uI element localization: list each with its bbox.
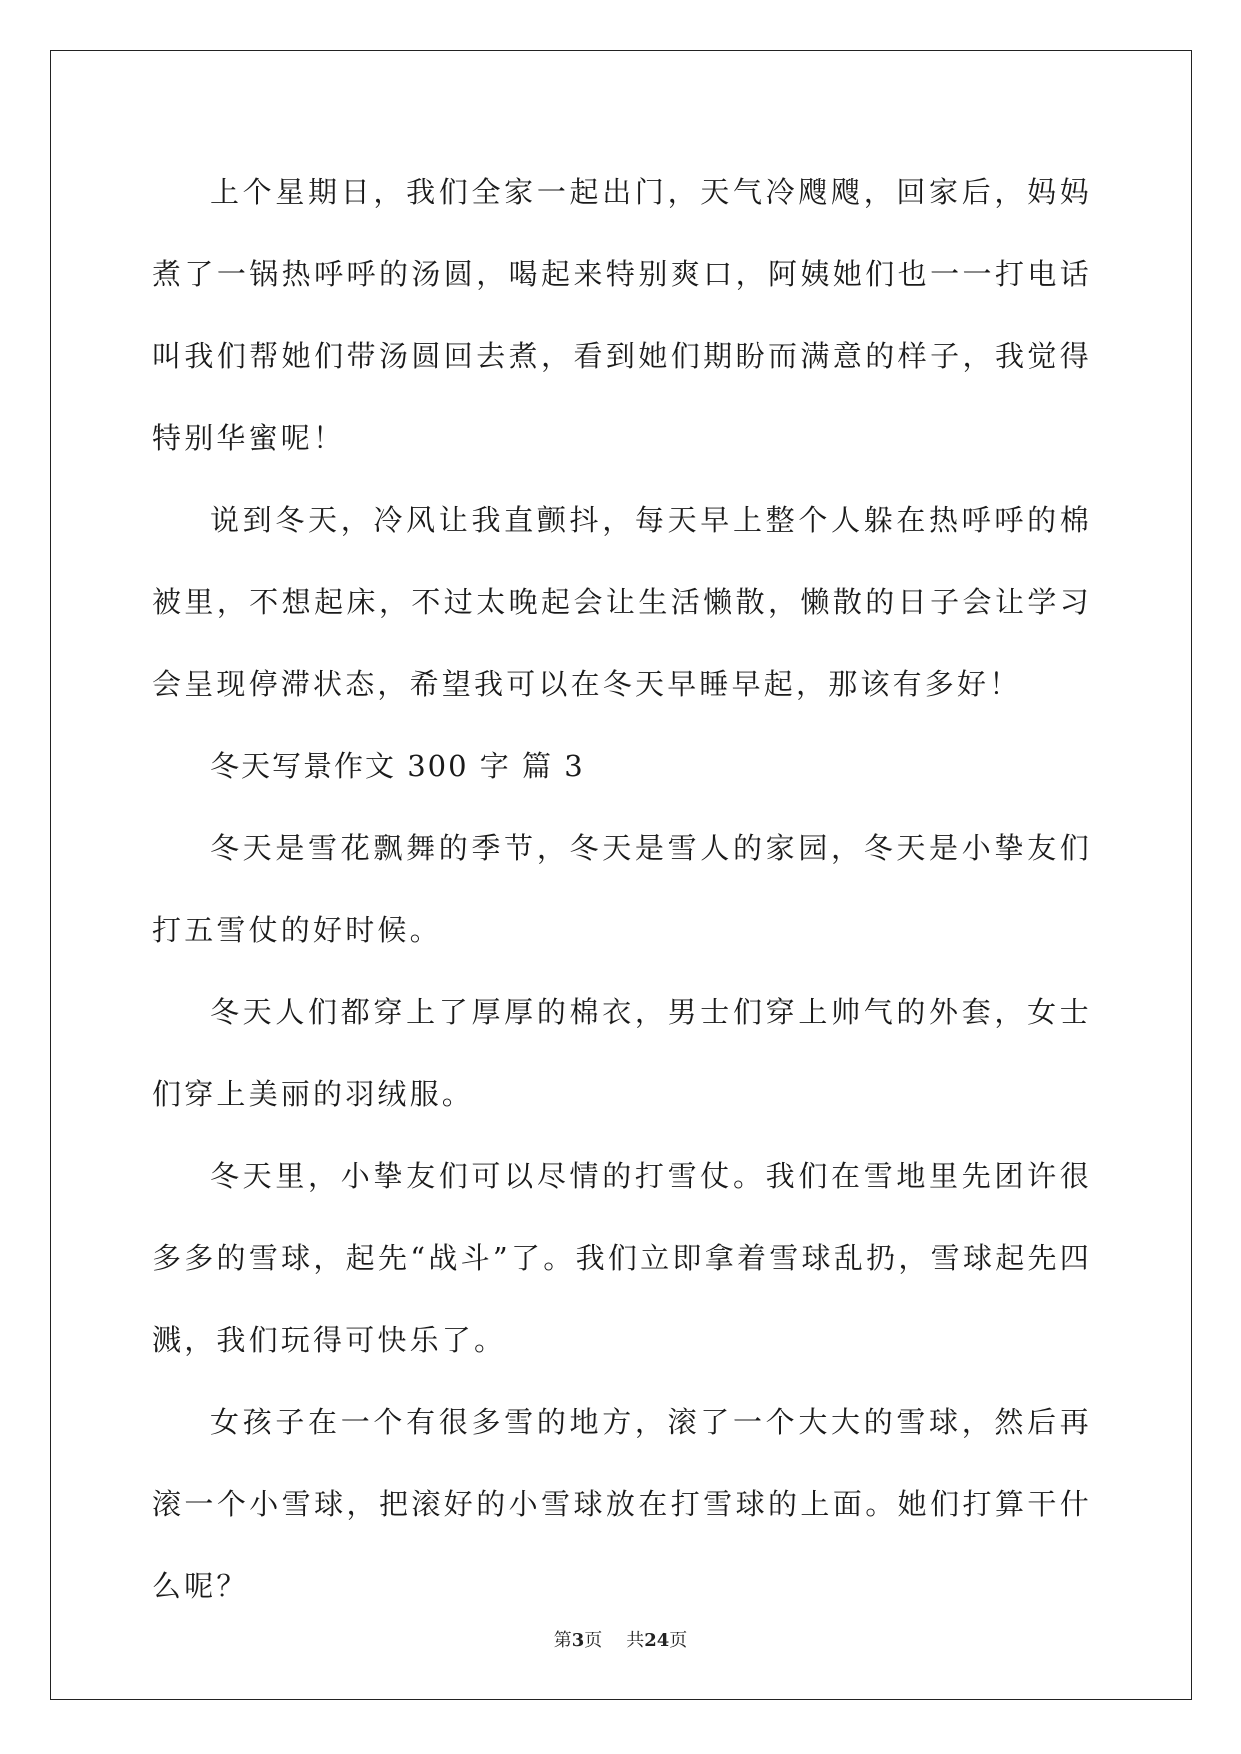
paragraph: 冬天是雪花飘舞的季节，冬天是雪人的家园，冬天是小挚友们打五雪仗的好时候。 [152,831,1092,947]
total-pages: 24 [644,1630,670,1651]
paragraph: 冬天里，小挚友们可以尽情的打雪仗。我们在雪地里先团许很多多的雪球，起先“战斗”了。我们立即拿着雪球乱扔，雪球起先四溅，我们玩得可快乐了。 [152,1159,1092,1357]
total-suffix: 页 [669,1630,688,1651]
section-heading: 冬天写景作文 300 字 篇 3 [210,749,585,783]
page-footer [0,1626,1241,1652]
paragraph: 冬天人们都穿上了厚厚的棉衣，男士们穿上帅气的外套，女士们穿上美丽的羽绒服。 [152,995,1092,1111]
page-suffix: 页 [584,1630,603,1651]
page-number: 3 [571,1630,585,1651]
paragraph: 说到冬天，冷风让我直颤抖，每天早上整个人躲在热呼呼的棉被里，不想起床，不过太晚起会让生活懒散，懒散的日子会让学习会呈现停滞状态，希望我可以在冬天早睡早起，那该有多好！ [152,503,1092,701]
total-prefix: 共 [626,1630,645,1651]
paragraph: 上个星期日，我们全家一起出门，天气冷飕飕，回家后，妈妈煮了一锅热呼呼的汤圆，喝起来特别爽口，阿姨她们也一一打电话叫我们帮她们带汤圆回去煮，看到她们期盼而满意的样子，我觉得特别华蜜呢！ [152,175,1092,455]
paragraph: 女孩子在一个有很多雪的地方，滚了一个大大的雪球，然后再滚一个小雪球，把滚好的小雪球放在打雪球的上面。她们打算干什么呢？ [152,1405,1092,1603]
document-body [152,151,1092,1627]
page-prefix: 第 [553,1630,572,1651]
